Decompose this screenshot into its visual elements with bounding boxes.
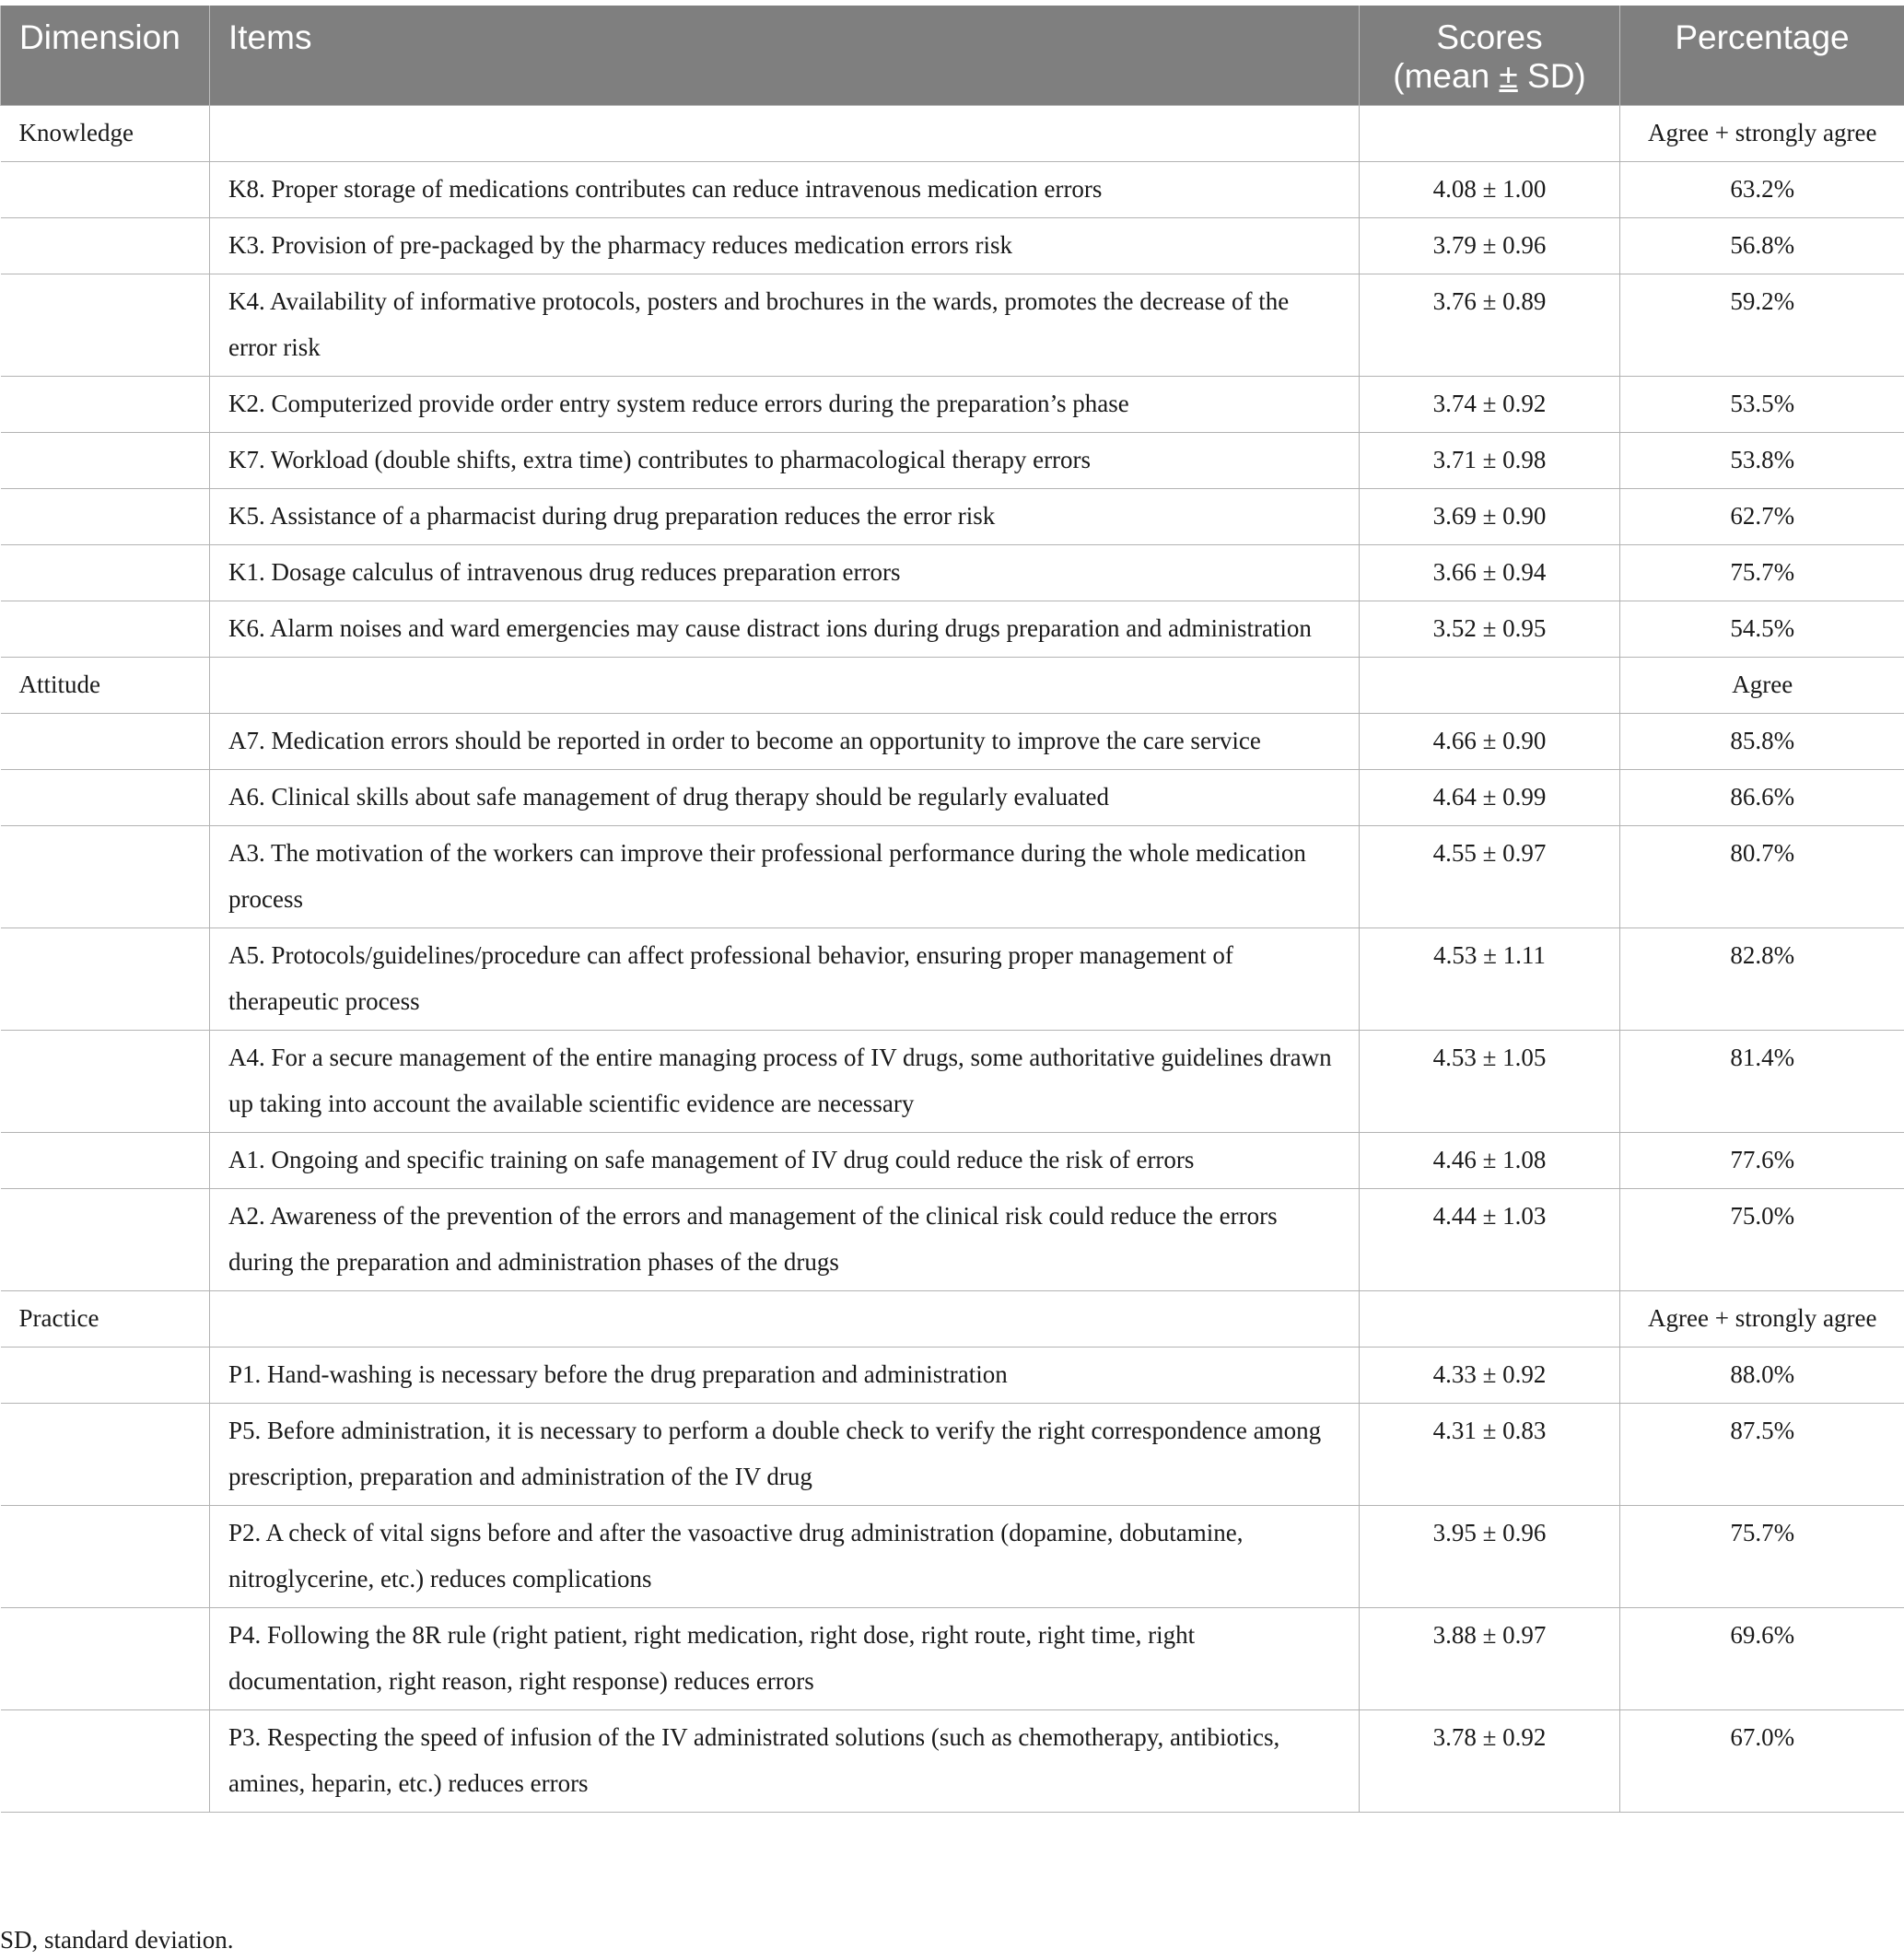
score-value: 4.33 ± 0.92 [1360,1348,1620,1404]
table-footnote: SD, standard deviation. [0,1926,234,1954]
kap-table [0,6,1904,1813]
header-scores-pre: (mean [1393,57,1500,95]
table-row [1,601,1904,658]
section-name: Attitude [1,658,210,714]
percentage-value: 69.6% [1620,1608,1904,1710]
score-value: 3.52 ± 0.95 [1360,601,1620,658]
item-text: P5. Before administration, it is necessary to perform a double check to verify the right correspondence among prescription, preparation and administration of the IV drug [210,1404,1360,1506]
table-row [1,928,1904,1031]
table-body [1,106,1904,1813]
percentage-value: 86.6% [1620,770,1904,826]
header-items: Items [210,6,1360,106]
table-row [1,489,1904,545]
item-text: P4. Following the 8R rule (right patient, right medication, right dose, right route, right time, right documentation, right reason, right response) reduces errors [210,1608,1360,1710]
table-row [1,218,1904,274]
table-row [1,274,1904,377]
header-scores-post: SD) [1517,57,1586,95]
item-text: P2. A check of vital signs before and after the vasoactive drug administration (dopamine, dobutamine, nitroglycerine, etc.) reduces complications [210,1506,1360,1608]
percentage-value: 54.5% [1620,601,1904,658]
section-percent-label: Agree + strongly agree [1620,1291,1904,1348]
percentage-value: 81.4% [1620,1031,1904,1133]
header-percentage: Percentage [1620,6,1904,106]
dimension-empty [1,545,210,601]
score-value: 3.66 ± 0.94 [1360,545,1620,601]
section-items-empty [210,106,1360,162]
dimension-empty [1,714,210,770]
header-row [1,6,1904,106]
score-value: 4.31 ± 0.83 [1360,1404,1620,1506]
section-percent-label: Agree + strongly agree [1620,106,1904,162]
table-row [1,826,1904,928]
dimension-empty [1,928,210,1031]
section-name: Practice [1,1291,210,1348]
table-row [1,1608,1904,1710]
percentage-value: 53.8% [1620,433,1904,489]
item-text: P3. Respecting the speed of infusion of the IV administrated solutions (such as chemotherapy, antibiotics, amines, heparin, etc.) reduces errors [210,1710,1360,1813]
table-row [1,377,1904,433]
section-row-practice [1,1291,1904,1348]
table-row [1,1189,1904,1291]
section-items-empty [210,658,1360,714]
dimension-empty [1,162,210,218]
section-items-empty [210,1291,1360,1348]
section-row-attitude [1,658,1904,714]
item-text: K7. Workload (double shifts, extra time) contributes to pharmacological therapy errors [210,433,1360,489]
header-scores [1360,6,1620,106]
percentage-value: 82.8% [1620,928,1904,1031]
item-text: A1. Ongoing and specific training on safe management of IV drug could reduce the risk of errors [210,1133,1360,1189]
dimension-empty [1,1348,210,1404]
item-text: K2. Computerized provide order entry system reduce errors during the preparation’s phase [210,377,1360,433]
dimension-empty [1,1506,210,1608]
section-percent-label: Agree [1620,658,1904,714]
percentage-value: 75.7% [1620,545,1904,601]
dimension-empty [1,1031,210,1133]
percentage-value: 67.0% [1620,1710,1904,1813]
score-value: 4.55 ± 0.97 [1360,826,1620,928]
dimension-empty [1,274,210,377]
section-scores-empty [1360,106,1620,162]
dimension-empty [1,770,210,826]
item-text: A5. Protocols/guidelines/procedure can affect professional behavior, ensuring proper management of therapeutic process [210,928,1360,1031]
table-row [1,1506,1904,1608]
score-value: 3.76 ± 0.89 [1360,274,1620,377]
dimension-empty [1,433,210,489]
item-text: A2. Awareness of the prevention of the errors and management of the clinical risk could reduce the errors during the preparation and administration phases of the drugs [210,1189,1360,1291]
dimension-empty [1,1608,210,1710]
item-text: K6. Alarm noises and ward emergencies may cause distract ions during drugs preparation and administration [210,601,1360,658]
table-row [1,770,1904,826]
item-text: K4. Availability of informative protocols, posters and brochures in the wards, promotes the decrease of the error risk [210,274,1360,377]
percentage-value: 88.0% [1620,1348,1904,1404]
table-row [1,1348,1904,1404]
dimension-empty [1,218,210,274]
item-text: P1. Hand-washing is necessary before the drug preparation and administration [210,1348,1360,1404]
score-value: 4.66 ± 0.90 [1360,714,1620,770]
header-scores-pm: ± [1499,57,1518,95]
table-row [1,1031,1904,1133]
score-value: 3.88 ± 0.97 [1360,1608,1620,1710]
dimension-empty [1,1710,210,1813]
table-row [1,714,1904,770]
dimension-empty [1,489,210,545]
dimension-empty [1,1404,210,1506]
table-row [1,162,1904,218]
percentage-value: 75.0% [1620,1189,1904,1291]
table-row [1,1133,1904,1189]
item-text: A6. Clinical skills about safe management of drug therapy should be regularly evaluated [210,770,1360,826]
dimension-empty [1,1133,210,1189]
score-value: 3.79 ± 0.96 [1360,218,1620,274]
item-text: A4. For a secure management of the entire managing process of IV drugs, some authoritative guidelines drawn up taking into account the available scientific evidence are necessary [210,1031,1360,1133]
section-scores-empty [1360,1291,1620,1348]
item-text: K8. Proper storage of medications contributes can reduce intravenous medication errors [210,162,1360,218]
header-dimension: Dimension [1,6,210,106]
dimension-empty [1,1189,210,1291]
percentage-value: 87.5% [1620,1404,1904,1506]
item-text: A7. Medication errors should be reported in order to become an opportunity to improve the care service [210,714,1360,770]
percentage-value: 85.8% [1620,714,1904,770]
item-text: K1. Dosage calculus of intravenous drug reduces preparation errors [210,545,1360,601]
score-value: 4.08 ± 1.00 [1360,162,1620,218]
table-header [1,6,1904,106]
score-value: 4.53 ± 1.11 [1360,928,1620,1031]
percentage-value: 75.7% [1620,1506,1904,1608]
score-value: 4.64 ± 0.99 [1360,770,1620,826]
score-value: 3.95 ± 0.96 [1360,1506,1620,1608]
dimension-empty [1,826,210,928]
score-value: 3.69 ± 0.90 [1360,489,1620,545]
percentage-value: 63.2% [1620,162,1904,218]
section-row-knowledge [1,106,1904,162]
table-row [1,1404,1904,1506]
score-value: 3.74 ± 0.92 [1360,377,1620,433]
table-row [1,545,1904,601]
percentage-value: 62.7% [1620,489,1904,545]
table-row [1,1710,1904,1813]
percentage-value: 53.5% [1620,377,1904,433]
item-text: A3. The motivation of the workers can improve their professional performance during the whole medication process [210,826,1360,928]
percentage-value: 56.8% [1620,218,1904,274]
item-text: K3. Provision of pre-packaged by the pharmacy reduces medication errors risk [210,218,1360,274]
item-text: K5. Assistance of a pharmacist during drug preparation reduces the error risk [210,489,1360,545]
score-value: 4.53 ± 1.05 [1360,1031,1620,1133]
section-scores-empty [1360,658,1620,714]
percentage-value: 77.6% [1620,1133,1904,1189]
score-value: 4.44 ± 1.03 [1360,1189,1620,1291]
percentage-value: 80.7% [1620,826,1904,928]
header-scores-line1: Scores [1436,18,1543,56]
score-value: 3.78 ± 0.92 [1360,1710,1620,1813]
percentage-value: 59.2% [1620,274,1904,377]
table-row [1,433,1904,489]
dimension-empty [1,377,210,433]
score-value: 4.46 ± 1.08 [1360,1133,1620,1189]
section-name: Knowledge [1,106,210,162]
dimension-empty [1,601,210,658]
score-value: 3.71 ± 0.98 [1360,433,1620,489]
